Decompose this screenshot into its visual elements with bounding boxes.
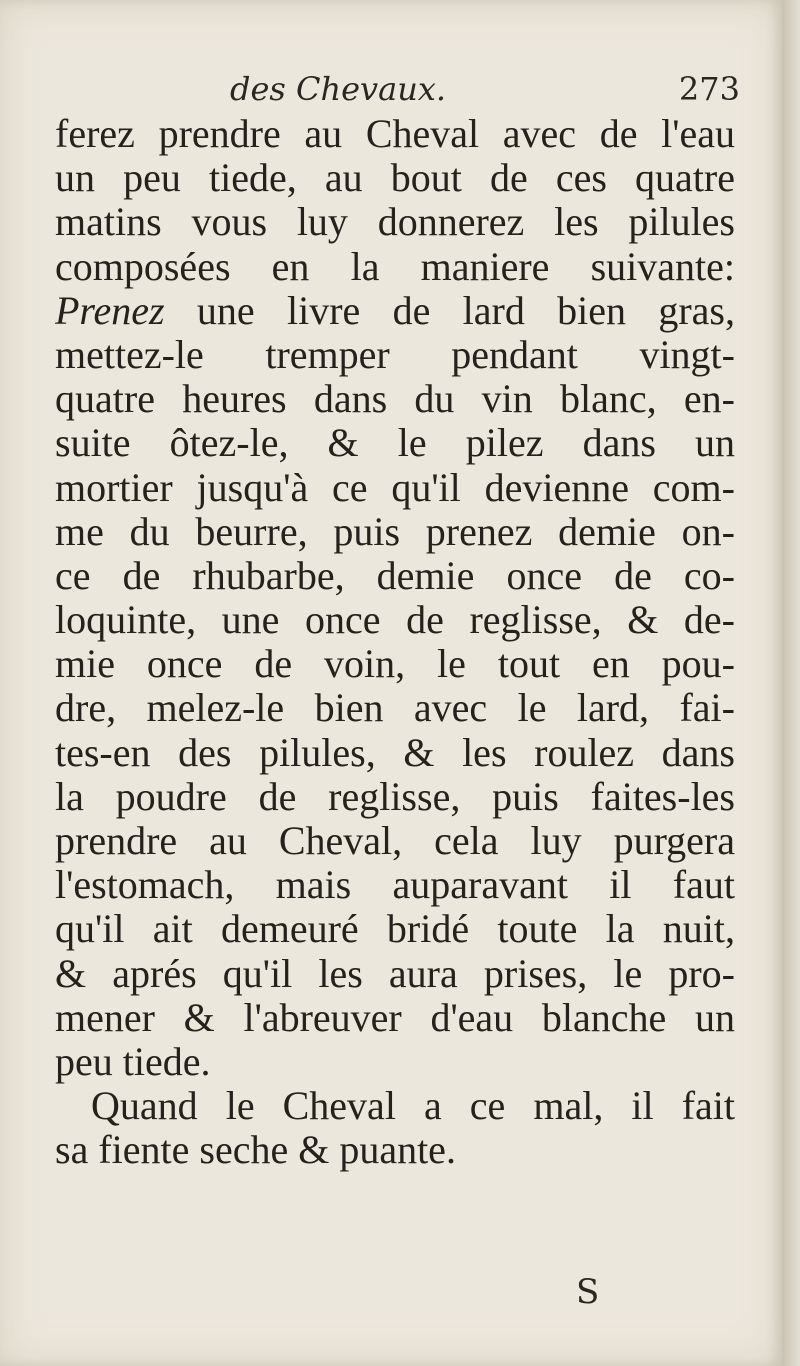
page-edge (782, 0, 800, 1366)
text-line: matins vous luy donnerez les pilules (55, 200, 735, 245)
body-text (55, 112, 735, 1173)
running-head (60, 70, 740, 114)
text-line (55, 289, 735, 333)
recipe-keyword: Prenez (55, 288, 165, 333)
running-head-title: des Chevaux. (230, 70, 447, 108)
text-line: un peu tiede, au bout de ces quatre (55, 156, 735, 201)
page-number: 273 (678, 70, 740, 108)
text-line: composées en la maniere suivante: (55, 244, 735, 289)
text-line: qu'il ait demeuré bridé toute la nuit, (55, 907, 735, 952)
text-line-rest: une livre de lard bien gras, (164, 288, 735, 333)
text-line: suite ôtez-le, & le pilez dans un (55, 421, 735, 466)
text-line: ce de rhubarbe, demie once de co- (55, 553, 735, 598)
text-line: mettez-le tremper pendant vingt- (55, 332, 735, 377)
text-line: mener & l'abreuver d'eau blanche un (55, 995, 735, 1040)
text-line: & aprés qu'il les aura prises, le pro- (55, 951, 735, 996)
text-line: prendre au Cheval, cela luy purgera (55, 819, 735, 863)
text-line: la poudre de reglisse, puis faites-les (55, 774, 735, 819)
paragraph-start-line: Quand le Cheval a ce mal, il fait (91, 1084, 735, 1129)
text-line: quatre heures dans du vin blanc, en- (55, 377, 735, 422)
text-line: mortier jusqu'à ce qu'il devienne com- (55, 465, 735, 510)
signature-mark: S (576, 1272, 600, 1312)
text-line: l'estomach, mais auparavant il faut (55, 863, 735, 908)
text-line: loquinte, une once de reglisse, & de- (55, 598, 735, 643)
text-line: peu tiede. (55, 1039, 211, 1084)
text-line: dre, melez-le bien avec le lard, fai- (55, 686, 735, 731)
text-line: me du beurre, puis prenez demie on- (55, 509, 735, 554)
text-line: sa fiente seche & puante. (55, 1128, 456, 1173)
text-line: mie once de voin, le tout en pou- (55, 642, 735, 687)
text-line: ferez prendre au Cheval avec de l'eau (55, 112, 735, 156)
text-line: tes-en des pilules, & les roulez dans (55, 730, 735, 775)
